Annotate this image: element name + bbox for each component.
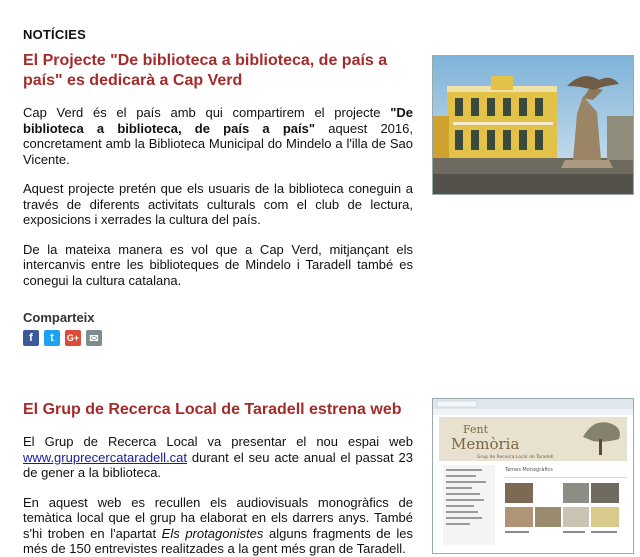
article-paragraph: Aquest projecte pretén que els usuaris de la biblioteca coneguin a través de diferents activitats culturals com el club de lectura, exposicions i xerrades la cultura del país. (23, 181, 413, 227)
section-name: Els protagonistes (161, 525, 264, 541)
article-body (23, 434, 423, 557)
article-cap-verd (23, 51, 413, 346)
article-title[interactable]: El Projecte "De biblioteca a biblioteca, de país a país" es dedicarà a Cap Verd (23, 52, 388, 89)
article-title[interactable]: El Grup de Recerca Local de Taradell estrena web (23, 401, 402, 418)
text-run: aquest 2016, concretament amb la Biblioteca Municipal do Mindelo a l'illa de Sao Vicente. (23, 120, 413, 167)
website-screenshot-image[interactable] (432, 398, 634, 554)
banner-sub: Grup de Recerca Local de Taradell (477, 455, 554, 460)
article-paragraph (23, 434, 413, 481)
project-name: "De biblioteca a biblioteca, de país a país" (23, 105, 413, 136)
article-paragraph (23, 495, 413, 557)
twitter-icon[interactable]: t (44, 330, 60, 346)
banner-line2: Memòria (451, 435, 520, 453)
article-paragraph: De la mateixa manera es vol que a Cap Verd, mitjançant els intercanvis entre les biblioteques de Mindelo i Taradell també es conegui la cultura catalana. (23, 241, 413, 288)
text-run: durant el seu acte anual el passat 23 de gener a la biblioteca. (23, 449, 413, 480)
cap-verd-photo[interactable] (432, 55, 634, 195)
facebook-icon[interactable]: f (23, 330, 39, 346)
website-link[interactable]: www.gruprecercataradell.cat (23, 449, 188, 465)
share-buttons (23, 330, 413, 346)
section-label: NOTÍCIES (23, 27, 86, 42)
share-label: Comparteix (23, 310, 95, 325)
website-screenshot-illustration (433, 399, 633, 553)
text-run: El Grup de Recerca Local va presentar el nou espai web (23, 434, 413, 449)
email-icon[interactable]: ✉ (86, 330, 102, 346)
text-run: alguns fragments de les més de 150 entrevistes realitzades a la gent més gran de Taradell. (23, 525, 413, 556)
article-grup-recerca (23, 400, 423, 557)
article-paragraph (23, 105, 413, 167)
text-run: Cap Verd és el país amb qui compartirem el projecte (23, 105, 391, 120)
text-run: En aquest web es recullen els audiovisuals monogràfics de temàtica local que el grup ha elaborat en els darrers anys. També s'hi troben en l'apartat (23, 494, 413, 541)
cap-verd-photo-illustration (433, 56, 633, 194)
google-plus-icon[interactable]: G+ (65, 330, 81, 346)
article-body (23, 105, 413, 288)
panel-title: Temes Monogràfics (505, 467, 553, 473)
banner-line1: Fent (463, 423, 489, 436)
